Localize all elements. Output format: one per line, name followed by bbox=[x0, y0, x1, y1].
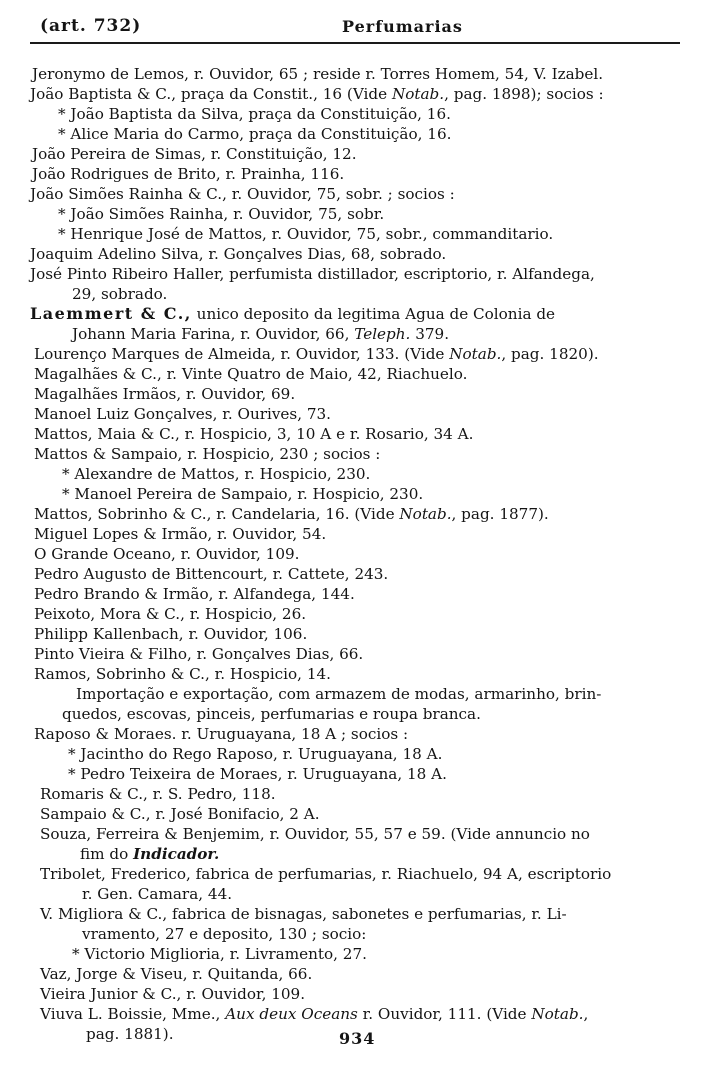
entry-line: Tribolet, Frederico, fabrica de perfumarias, r. Riachuelo, 94 A, escriptorio bbox=[40, 865, 612, 883]
entry-line: Pedro Augusto de Bittencourt, r. Cattete, 243. bbox=[34, 565, 389, 583]
entry-line: Vieira Junior & C., r. Ouvidor, 109. bbox=[40, 985, 306, 1003]
entry-line: pag. 1881). bbox=[86, 1025, 174, 1043]
entry-line: José Pinto Ribeiro Haller, perfumista distillador, escriptorio, r. Alfandega, bbox=[30, 265, 595, 283]
entry-line: Philipp Kallenbach, r. Ouvidor, 106. bbox=[34, 625, 308, 643]
entry-line: Mattos & Sampaio, r. Hospicio, 230 ; socios : bbox=[34, 445, 381, 463]
entry-line: * Jacintho do Rego Raposo, r. Uruguayana, 18 A. bbox=[68, 745, 443, 763]
entry-line: Johann Maria Farina, r. Ouvidor, 66, Teleph. 379. bbox=[72, 325, 450, 343]
entry-line: * Alexandre de Mattos, r. Hospicio, 230. bbox=[62, 465, 371, 483]
entry-line: * João Simões Rainha, r. Ouvidor, 75, sobr. bbox=[58, 205, 385, 223]
entry-line: V. Migliora & C., fabrica de bisnagas, sabonetes e perfumarias, r. Li- bbox=[40, 905, 567, 923]
entry-line: Pinto Vieira & Filho, r. Gonçalves Dias, 66. bbox=[34, 645, 364, 663]
entry-line: Magalhães & C., r. Vinte Quatro de Maio, 42, Riachuelo. bbox=[34, 365, 468, 383]
entry-line: fim do Indicador. bbox=[80, 845, 220, 863]
entry-line: O Grande Oceano, r. Ouvidor, 109. bbox=[34, 545, 300, 563]
entry-line: Mattos, Sobrinho & C., r. Candelaria, 16. (Vide Notab., pag. 1877). bbox=[34, 505, 549, 523]
entry-line: r. Gen. Camara, 44. bbox=[82, 885, 233, 903]
page-number: 934 bbox=[339, 1029, 376, 1048]
entry-line: quedos, escovas, pinceis, perfumarias e roupa branca. bbox=[62, 705, 481, 723]
entry-line: * Pedro Teixeira de Moraes, r. Uruguayana, 18 A. bbox=[68, 765, 447, 783]
entry-line: Pedro Brando & Irmão, r. Alfandega, 144. bbox=[34, 585, 355, 603]
entry-line: Romaris & C., r. S. Pedro, 118. bbox=[40, 785, 276, 803]
entry-line: Peixoto, Mora & C., r. Hospicio, 26. bbox=[34, 605, 307, 623]
entry-line: * Victorio Miglioria, r. Livramento, 27. bbox=[72, 945, 367, 963]
entry-line: * Henrique José de Mattos, r. Ouvidor, 75, sobr., commanditario. bbox=[58, 225, 554, 243]
entry-line: Joaquim Adelino Silva, r. Gonçalves Dias, 68, sobrado. bbox=[30, 245, 447, 263]
page-header bbox=[40, 16, 680, 40]
entry-line: Mattos, Maia & C., r. Hospicio, 3, 10 A e r. Rosario, 34 A. bbox=[34, 425, 474, 443]
entry-line: João Baptista & C., praça da Constit., 16 (Vide Notab., pag. 1898); socios : bbox=[30, 85, 604, 103]
entry-line: Viuva L. Boissie, Mme., Aux deux Oceans r. Ouvidor, 111. (Vide Notab., bbox=[40, 1005, 589, 1023]
entry-line: Jeronymo de Lemos, r. Ouvidor, 65 ; reside r. Torres Homem, 54, V. Izabel. bbox=[32, 65, 604, 83]
entry-line: * Alice Maria do Carmo, praça da Constituição, 16. bbox=[58, 125, 452, 143]
brand-name: Laemmert & C., bbox=[30, 304, 192, 323]
entry-line: * João Baptista da Silva, praça da Constituição, 16. bbox=[58, 105, 451, 123]
entry-line: Vaz, Jorge & Viseu, r. Quitanda, 66. bbox=[40, 965, 313, 983]
entry-line: 29, sobrado. bbox=[72, 285, 168, 303]
entry-line: João Pereira de Simas, r. Constituição, 12. bbox=[32, 145, 357, 163]
section-label: (art. 732) bbox=[40, 16, 142, 36]
entry-line: Magalhães Irmãos, r. Ouvidor, 69. bbox=[34, 385, 296, 403]
entry-line: * Manoel Pereira de Sampaio, r. Hospicio, 230. bbox=[62, 485, 424, 503]
entry-line: vramento, 27 e deposito, 130 ; socio: bbox=[82, 925, 367, 943]
entry-line: Ramos, Sobrinho & C., r. Hospicio, 14. bbox=[34, 665, 331, 683]
page-title: Perfumarias bbox=[342, 17, 463, 36]
entry-line: Raposo & Moraes. r. Uruguayana, 18 A ; socios : bbox=[34, 725, 409, 743]
entry-line: Importação e exportação, com armazem de modas, armarinho, brin- bbox=[76, 685, 602, 703]
header-rule bbox=[30, 42, 680, 44]
entry-line: Laemmert & C., unico deposito da legitima Agua de Colonia de bbox=[30, 304, 556, 323]
entry-line: Sampaio & C., r. José Bonifacio, 2 A. bbox=[40, 805, 320, 823]
entry-line: João Rodrigues de Brito, r. Prainha, 116. bbox=[32, 165, 345, 183]
entry-line: Manoel Luiz Gonçalves, r. Ourives, 73. bbox=[34, 405, 332, 423]
entry-line: João Simões Rainha & C., r. Ouvidor, 75, sobr. ; socios : bbox=[30, 185, 455, 203]
entry-line: Souza, Ferreira & Benjemim, r. Ouvidor, 55, 57 e 59. (Vide annuncio no bbox=[40, 825, 590, 843]
entry-line: Lourenço Marques de Almeida, r. Ouvidor, 133. (Vide Notab., pag. 1820). bbox=[34, 345, 599, 363]
entry-line: Miguel Lopes & Irmão, r. Ouvidor, 54. bbox=[34, 525, 327, 543]
